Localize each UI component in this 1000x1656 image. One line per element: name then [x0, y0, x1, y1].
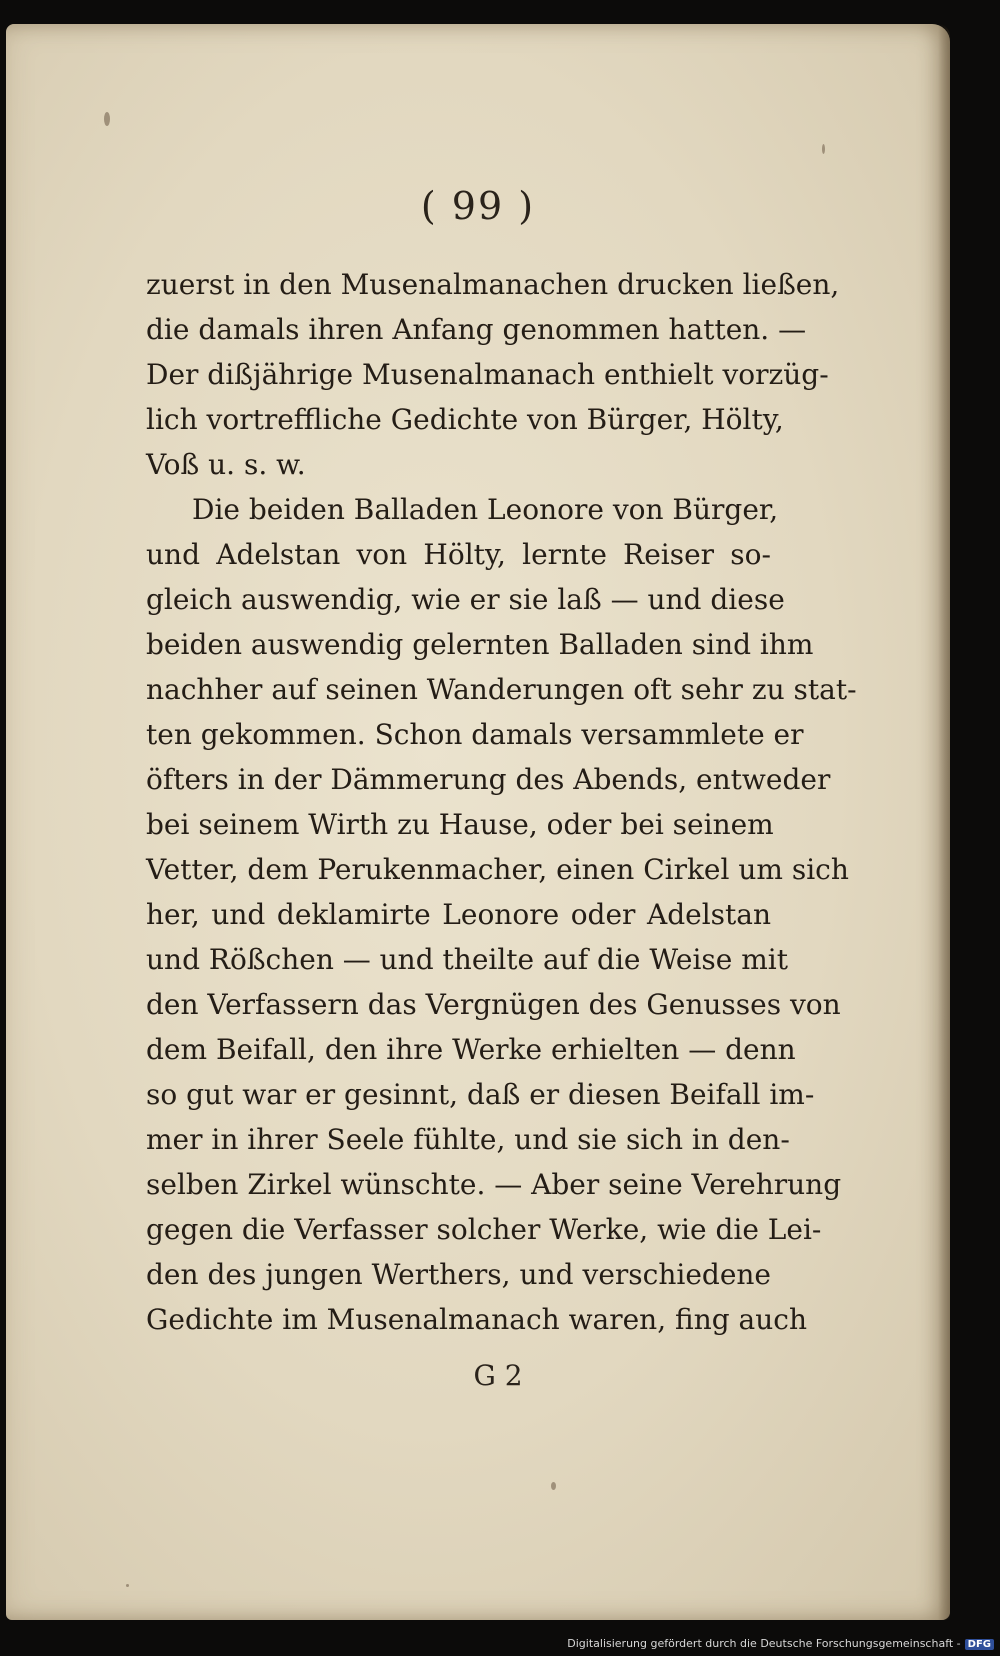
paper-speck: [551, 1482, 556, 1490]
text-line: lich vortreffliche Gedichte von Bürger, Hölty,: [146, 403, 784, 436]
text-line: nachher auf seinen Wanderungen oft sehr zu stat-: [146, 673, 857, 706]
text-line: Vetter, dem Perukenmacher, einen Cirkel um sich: [146, 853, 849, 886]
text-line: Der dißjährige Musenalmanach enthielt vorzüg-: [146, 358, 829, 391]
paper-speck: [126, 1584, 129, 1587]
paper-speck: [104, 112, 110, 126]
text-line: und Adelstan von Hölty, lernte Reiser so-: [146, 538, 771, 571]
digitization-credit: [567, 1637, 994, 1650]
page-number: ( 99 ): [420, 184, 536, 228]
text-line: so gut war er gesinnt, daß er diesen Beifall im-: [146, 1078, 815, 1111]
text-line: gleich auswendig, wie er sie laß — und diese: [146, 583, 785, 616]
text-line: mer in ihrer Seele fühlte, und sie sich in den-: [146, 1123, 790, 1156]
text-line: Voß u. s. w.: [146, 448, 306, 481]
text-line: den des jungen Werthers, und verschiedene: [146, 1258, 771, 1291]
body-text: [146, 262, 857, 1342]
text-line: bei seinem Wirth zu Hause, oder bei seinem: [146, 808, 774, 841]
text-line: die damals ihren Anfang genommen hatten. —: [146, 313, 807, 346]
text-line: zuerst in den Musenalmanachen drucken ließen,: [146, 268, 840, 301]
text-line: dem Beifall, den ihre Werke erhielten — denn: [146, 1033, 796, 1066]
text-line: öfters in der Dämmerung des Abends, entweder: [146, 763, 831, 796]
text-line: den Verfassern das Vergnügen des Genusses von: [146, 988, 841, 1021]
dfg-logo: DFG: [965, 1639, 994, 1650]
book-page: [6, 24, 950, 1620]
text-line: gegen die Verfasser solcher Werke, wie die Lei-: [146, 1213, 822, 1246]
text-line: her, und deklamirte Leonore oder Adelstan: [146, 898, 771, 931]
text-line: Die beiden Balladen Leonore von Bürger,: [192, 493, 779, 526]
signature-mark: G 2: [473, 1359, 523, 1392]
text-line: selben Zirkel wünschte. — Aber seine Verehrung: [146, 1168, 842, 1201]
paper-speck: [822, 144, 825, 154]
text-line: beiden auswendig gelernten Balladen sind ihm: [146, 628, 814, 661]
credit-text: Digitalisierung gefördert durch die Deutsche Forschungsgemeinschaft -: [567, 1637, 961, 1650]
text-line: Gedichte im Musenalmanach waren, fing auch: [146, 1303, 807, 1336]
text-line: und Rößchen — und theilte auf die Weise mit: [146, 943, 788, 976]
text-line: ten gekommen. Schon damals versammlete er: [146, 718, 804, 751]
